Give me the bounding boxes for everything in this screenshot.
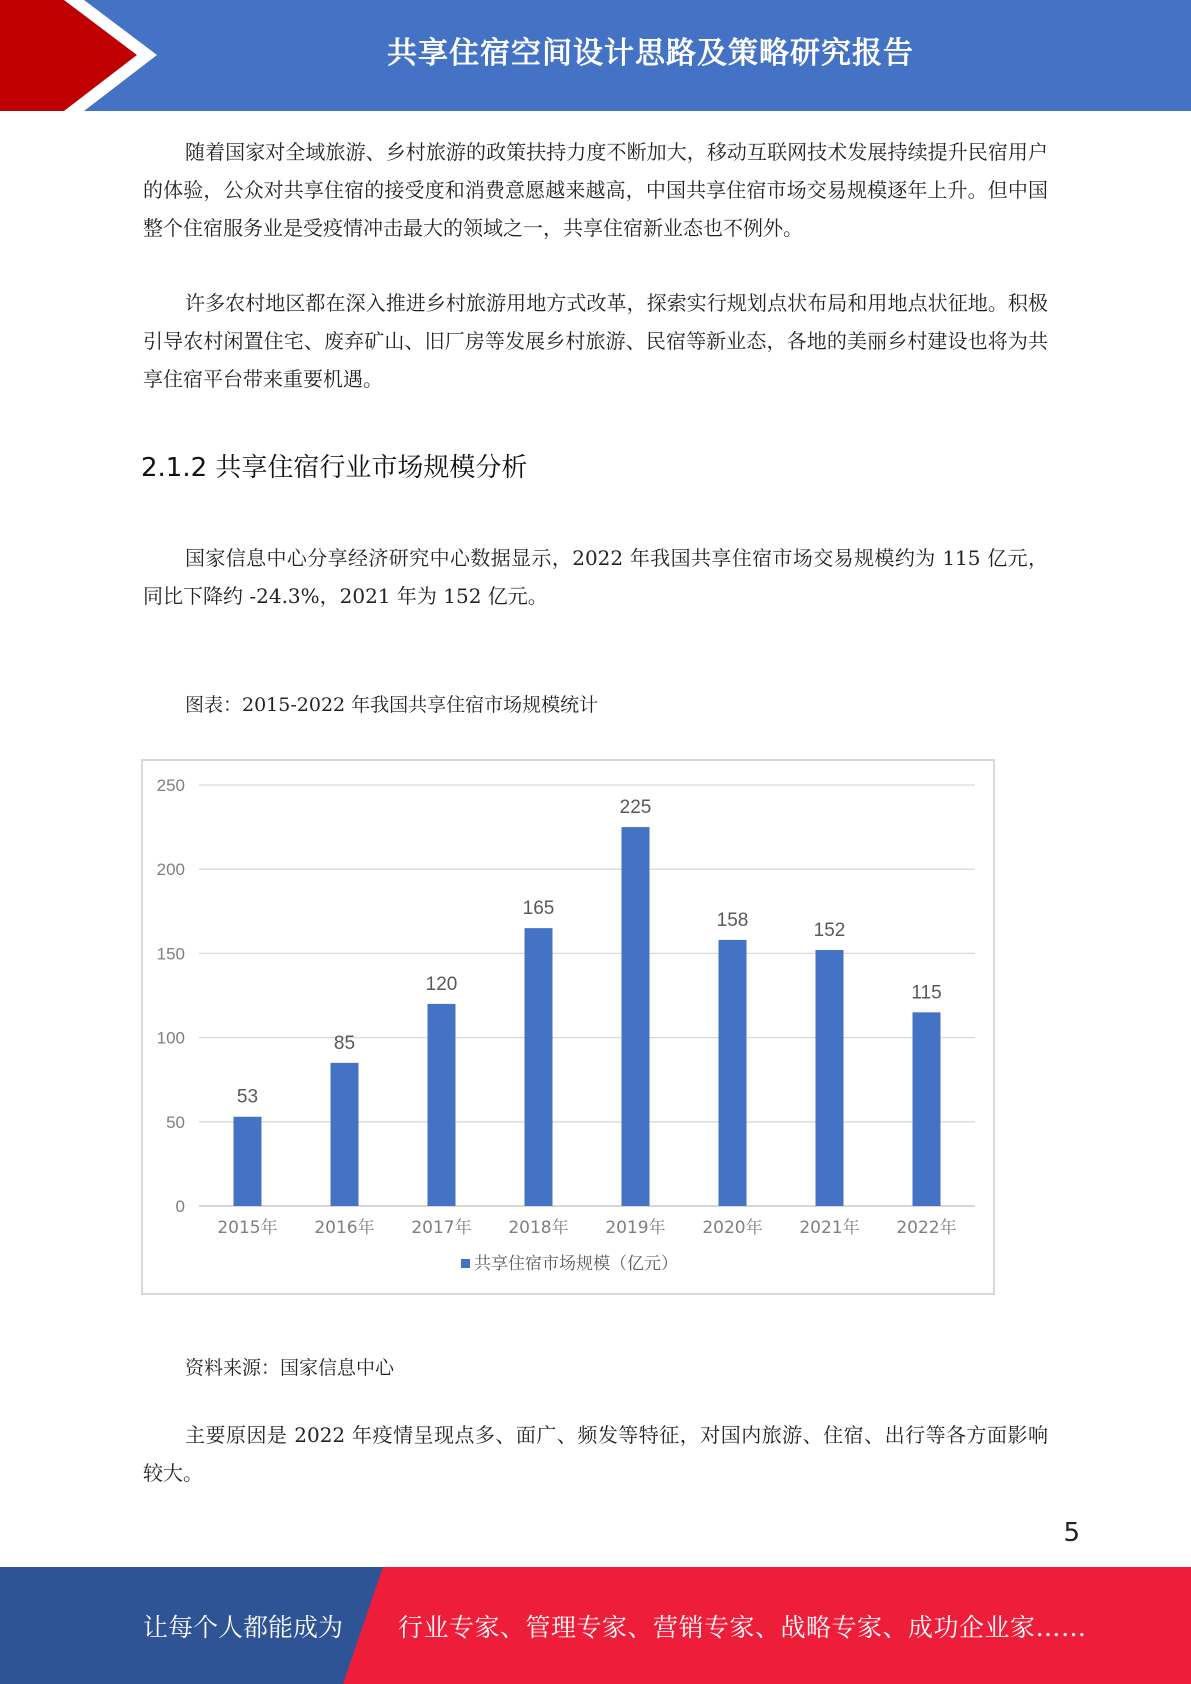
legend-swatch xyxy=(461,1259,470,1268)
paragraph-2: 许多农村地区都在深入推进乡村旅游用地方式改革，探索实行规划点状布局和用地点状征地。积极引导农村闲置住宅、废弃矿山、旧厂房等发展乡村旅游、民宿等新业态，各地的美丽乡村建设也将为共享住宿平台带来重要机遇。 xyxy=(143,291,1048,391)
x-tick-label: 2022年 xyxy=(896,1218,957,1238)
y-tick-label: 200 xyxy=(156,860,185,880)
header-arrow-decoration xyxy=(0,0,160,111)
data-label: 85 xyxy=(333,1032,356,1054)
footer-slogan-right: 行业专家、管理专家、营销专家、战略专家、成功企业家…… xyxy=(398,1612,1087,1642)
y-tick-label: 0 xyxy=(175,1197,185,1216)
bar xyxy=(331,1063,359,1206)
data-label: 158 xyxy=(716,909,749,931)
page-header xyxy=(0,0,1191,111)
bar xyxy=(719,940,747,1206)
report-title: 共享住宿空间设计思路及策略研究报告 xyxy=(387,36,914,71)
bar-chart-svg xyxy=(143,761,993,1293)
section-heading: 2.1.2 共享住宿行业市场规模分析 xyxy=(141,453,528,483)
footer-slogan-left: 让每个人都能成为 xyxy=(143,1612,344,1642)
chart-caption: 图表：2015-2022 年我国共享住宿市场规模统计 xyxy=(185,694,599,716)
data-label: 120 xyxy=(425,973,458,995)
data-label: 115 xyxy=(911,982,942,1004)
bar-chart xyxy=(141,759,995,1295)
bar xyxy=(525,928,553,1206)
x-tick-label: 2018年 xyxy=(508,1218,569,1238)
data-label: 152 xyxy=(813,920,846,942)
paragraph-1: 随着国家对全域旅游、乡村旅游的政策扶持力度不断加大，移动互联网技术发展持续提升民宿用户的体验，公众对共享住宿的接受度和消费意愿越来越高，中国共享住宿市场交易规模逐年上升。但中国整个住宿服务业是受疫情冲击最大的领域之一，共享住宿新业态也不例外。 xyxy=(143,140,1048,240)
x-tick-label: 2015年 xyxy=(217,1218,278,1238)
page-number: 5 xyxy=(1063,1518,1080,1548)
legend-label: 共享住宿市场规模（亿元） xyxy=(474,1254,678,1274)
x-tick-label: 2016年 xyxy=(314,1218,375,1238)
bar xyxy=(913,1012,941,1206)
x-tick-label: 2021年 xyxy=(799,1218,860,1238)
data-label: 53 xyxy=(236,1086,259,1108)
y-tick-label: 150 xyxy=(156,944,185,964)
data-label: 165 xyxy=(522,898,555,920)
bar xyxy=(428,1004,456,1206)
bar xyxy=(816,950,844,1206)
bar xyxy=(234,1117,262,1206)
paragraph-4: 主要原因是 2022 年疫情呈现点多、面广、频发等特征，对国内旅游、住宿、出行等各方面影响较大。 xyxy=(143,1423,1048,1485)
data-label: 225 xyxy=(619,797,652,819)
x-tick-label: 2020年 xyxy=(702,1218,763,1238)
page-footer xyxy=(0,1567,1191,1684)
y-tick-label: 50 xyxy=(166,1112,185,1132)
source-note: 资料来源：国家信息中心 xyxy=(185,1357,395,1379)
y-tick-label: 250 xyxy=(156,776,185,795)
x-tick-label: 2017年 xyxy=(411,1218,472,1238)
paragraph-3: 国家信息中心分享经济研究中心数据显示，2022 年我国共享住宿市场交易规模约为 115 亿元，同比下降约 -24.3%，2021 年为 152 亿元。 xyxy=(143,546,1048,608)
x-tick-label: 2019年 xyxy=(605,1218,666,1238)
y-tick-label: 100 xyxy=(156,1028,185,1048)
bar xyxy=(622,827,650,1206)
